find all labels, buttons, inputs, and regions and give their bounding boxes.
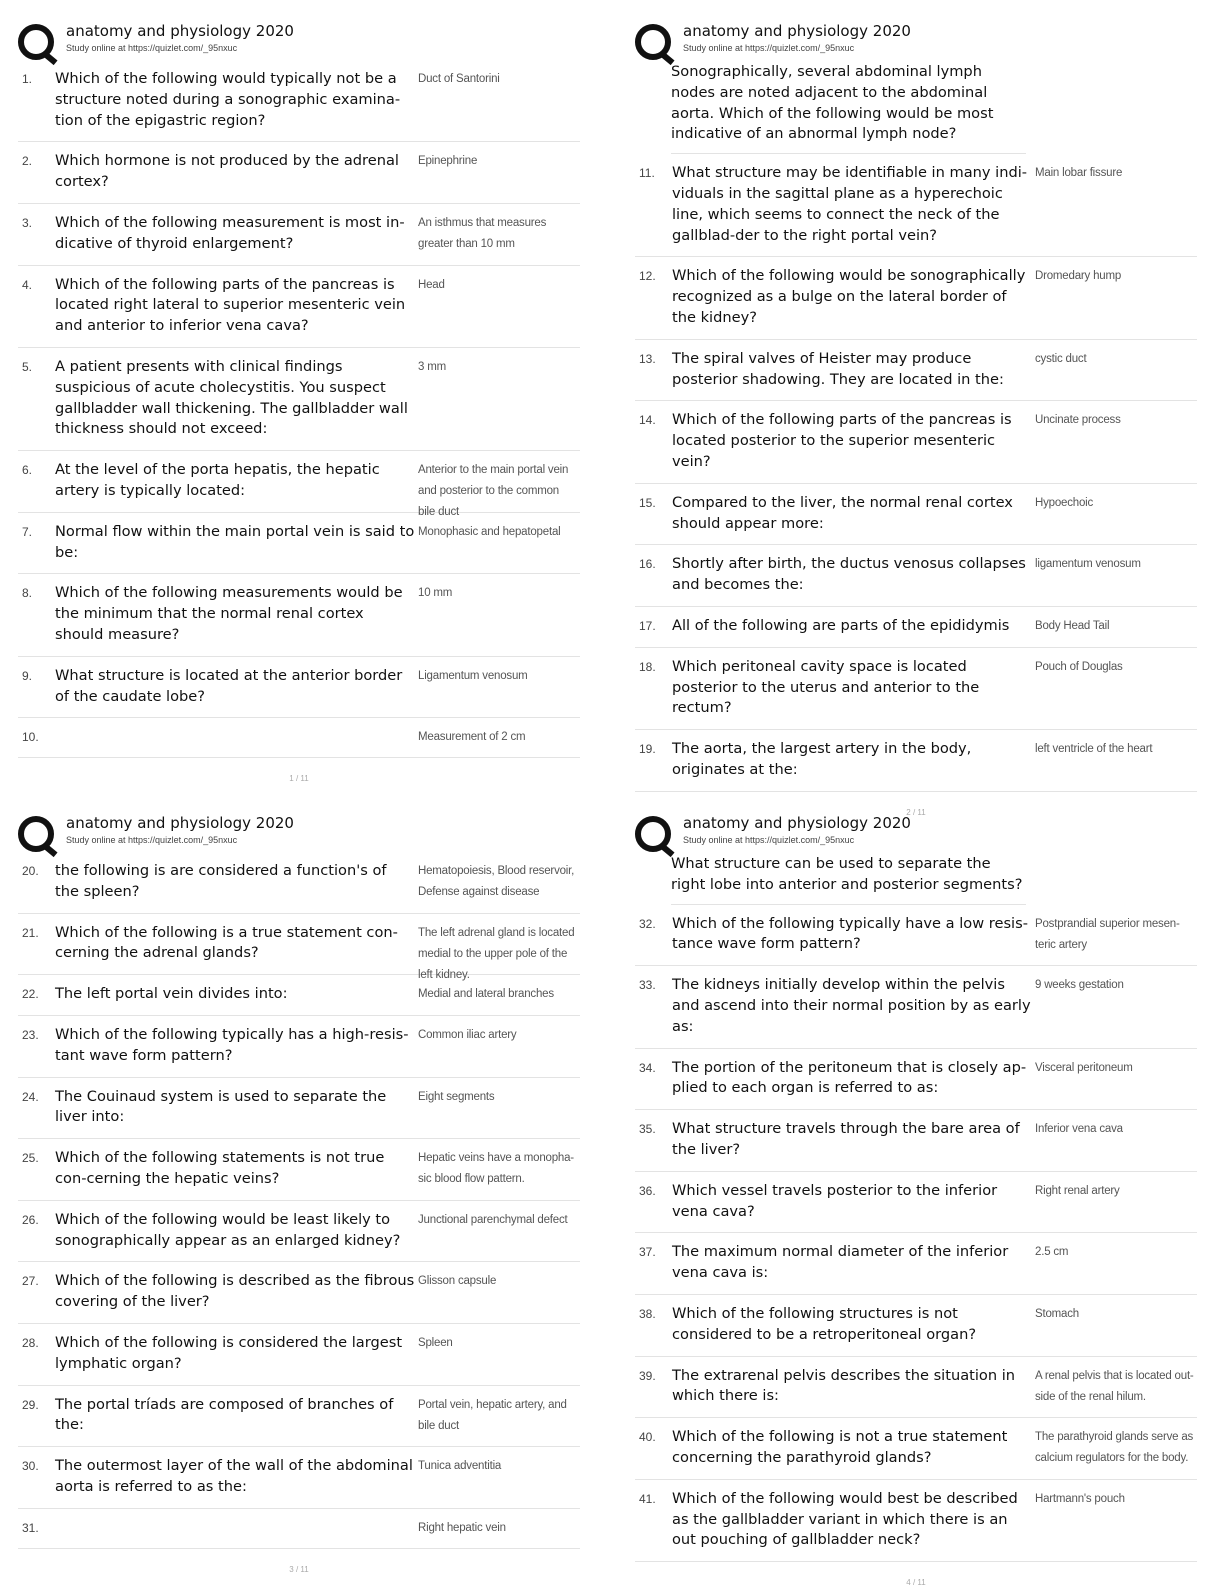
page-4	[635, 814, 1197, 1587]
card-question: Which of the following would best be described as the gallbladder variant in which there is an out pouching of gallbladder neck?	[672, 1489, 1018, 1549]
card-question: Which of the following would be sonographically recognized as a bulge on the lateral border of the kidney?	[672, 267, 1026, 326]
flashcard-row	[635, 257, 1197, 339]
card-number: 36.	[639, 1183, 656, 1198]
card-number: 31.	[22, 1520, 39, 1535]
card-number: 18.	[639, 659, 656, 674]
card-number: 41.	[639, 1491, 656, 1506]
card-answer: Uncinate process	[1035, 414, 1121, 427]
card-answer: The parathyroid glands serve as calcium regulators for the body.	[1035, 1431, 1194, 1465]
card-answer: Glisson capsule	[418, 1275, 497, 1288]
card-answer: Common iliac artery	[418, 1028, 517, 1041]
quizlet-logo-icon	[635, 816, 671, 852]
card-answer: Junctional parenchymal defect	[418, 1213, 568, 1226]
flashcard-row	[18, 60, 580, 142]
page-header	[18, 814, 580, 852]
card-number: 40.	[639, 1430, 656, 1445]
flashcard-row	[18, 513, 580, 575]
card-answer: cystic duct	[1035, 352, 1087, 365]
card-number: 22.	[22, 987, 39, 1002]
flashcard-row	[18, 852, 580, 914]
card-answer: 3 mm	[418, 360, 446, 373]
set-title: anatomy and physiology 2020	[683, 814, 911, 832]
card-question: Which of the following typically has a high-resis-tant wave form pattern?	[55, 1025, 409, 1064]
card-number: 7.	[22, 524, 33, 539]
card-answer: Dromedary hump	[1035, 270, 1122, 283]
flashcard-row	[18, 1078, 580, 1140]
card-question	[55, 727, 415, 747]
card-answer: Portal vein, hepatic artery, and bile duct	[418, 1398, 567, 1432]
card-answer: Hematopoiesis, Blood reservoir, Defense against disease	[418, 865, 575, 898]
flashcard-row	[635, 1110, 1197, 1172]
flashcard-row	[635, 730, 1197, 792]
page-header	[18, 22, 580, 60]
card-answer: Monophasic and hepatopetal	[418, 525, 561, 538]
card-number: 4.	[22, 277, 33, 292]
card-number: 27.	[22, 1274, 39, 1289]
card-answer: Postprandial superior mesen-teric artery	[1035, 917, 1180, 951]
card-answer: Pouch of Douglas	[1035, 660, 1123, 673]
card-answer: Duct of Santorini	[418, 73, 500, 85]
card-question: Which vessel travels posterior to the inferior vena cava?	[672, 1181, 998, 1220]
card-question: Which of the following is not a true statement concerning the parathyroid glands?	[672, 1428, 1008, 1466]
card-number: 15.	[639, 495, 656, 510]
card-question: Compared to the liver, the normal renal cortex should appear more:	[672, 493, 1013, 532]
page-3	[18, 814, 580, 1574]
card-answer: Spleen	[418, 1336, 453, 1349]
study-link[interactable]: Study online at https://quizlet.com/_95nxuc	[66, 835, 238, 845]
flashcard-row	[635, 484, 1197, 546]
card-question: Which of the following parts of the pancreas is located posterior to the superior mesenteric vein?	[672, 411, 1012, 470]
flashcard-row	[635, 1480, 1197, 1562]
page-number: 2 / 11	[906, 807, 926, 817]
continued-question: What structure can be used to separate the right lobe into anterior and posterior segments?	[671, 852, 1026, 905]
flashcard-row	[18, 1201, 580, 1263]
card-answer: A renal pelvis that is located out-side of the renal hilum.	[1035, 1369, 1194, 1403]
flashcard-row	[18, 142, 580, 204]
card-question: Normal flow within the main portal vein is said to be:	[55, 522, 415, 561]
card-answer: The left adrenal gland is located medial to the upper pole of the left kidney.	[418, 926, 575, 981]
set-title: anatomy and physiology 2020	[66, 22, 294, 40]
page-number: 1 / 11	[289, 774, 309, 784]
card-answer: Hartmann's pouch	[1035, 1492, 1125, 1505]
card-question: The left portal vein divides into:	[55, 985, 288, 1003]
card-question: What structure is located at the anterior border of the caudate lobe?	[55, 666, 403, 705]
flashcard-row	[635, 905, 1197, 967]
card-number: 1.	[22, 72, 33, 86]
flashcard-row	[18, 266, 580, 348]
flashcard-row	[18, 348, 580, 451]
card-question: Which of the following typically have a low resis-tance wave form pattern?	[672, 914, 1028, 953]
card-number: 32.	[639, 916, 656, 931]
card-answer: Hepatic veins have a monopha-sic blood flow pattern.	[418, 1152, 574, 1186]
page-header	[635, 814, 1197, 852]
card-question: Which of the following is a true statement con-cerning the adrenal glands?	[55, 923, 398, 962]
card-question: At the level of the porta hepatis, the hepatic artery is typically located:	[55, 461, 380, 499]
card-number: 10.	[22, 730, 39, 745]
card-number: 16.	[639, 557, 656, 572]
flashcard-row	[635, 966, 1197, 1048]
card-number: 11.	[639, 166, 655, 181]
card-number: 3.	[22, 215, 33, 230]
flashcard-row	[18, 1324, 580, 1386]
card-number: 28.	[22, 1335, 39, 1350]
card-question: the following is are considered a function's of the spleen?	[55, 862, 387, 900]
card-question	[55, 1518, 415, 1538]
card-answer: Eight segments	[418, 1090, 495, 1103]
card-question: What structure may be identifiable in many indi-viduals in the sagittal plane as a hyperechoic line, which seems to connect the neck of the gallblad-der to the right portal vein?	[672, 164, 1028, 244]
flashcard-row	[635, 1172, 1197, 1234]
card-number: 9.	[22, 668, 33, 683]
card-number: 13.	[639, 351, 656, 366]
card-question: The Couinaud system is used to separate the liver into:	[55, 1087, 387, 1126]
card-question: The aorta, the largest artery in the body, originates at the:	[672, 740, 972, 778]
flashcard-row	[635, 154, 1197, 257]
card-answer: Ligamentum venosum	[418, 669, 528, 682]
card-answer: left ventricle of the heart	[1035, 743, 1153, 756]
page-2	[635, 22, 1197, 817]
card-answer: Body Head Tail	[1035, 619, 1110, 632]
flashcard-row	[635, 1233, 1197, 1295]
card-answer: Measurement of 2 cm	[418, 731, 526, 744]
card-question: Which of the following would typically not be a structure noted during a sonographic examina-tion of the epigastric region?	[55, 70, 401, 129]
card-question: Which of the following measurements would be the minimum that the normal renal cortex should measure?	[55, 584, 403, 643]
card-number: 20.	[22, 864, 39, 878]
card-answer: Hypoechoic	[1035, 496, 1094, 509]
flashcard-row	[18, 718, 580, 758]
flashcard-row	[635, 607, 1197, 648]
card-answer: Inferior vena cava	[1035, 1123, 1123, 1136]
quizlet-logo-icon	[18, 24, 54, 60]
card-question: Which of the following parts of the pancreas is located right lateral to superior mesenteric vein and anterior to inferior vena cava?	[55, 275, 406, 335]
card-question: Which of the following is described as the fibrous covering of the liver?	[55, 1272, 415, 1311]
card-answer: 9 weeks gestation	[1035, 979, 1124, 992]
card-answer: An isthmus that measures greater than 10 mm	[418, 216, 547, 250]
flashcard-row	[635, 1418, 1197, 1480]
card-answer: 2.5 cm	[1035, 1246, 1069, 1259]
flashcard-row	[635, 1357, 1197, 1419]
flashcard-row	[18, 1386, 580, 1448]
card-answer: Visceral peritoneum	[1035, 1061, 1133, 1074]
card-question: Which of the following measurement is most in-dicative of thyroid enlargement?	[55, 213, 405, 252]
card-number: 21.	[22, 925, 39, 940]
page-number: 4 / 11	[906, 1578, 926, 1587]
card-question: Which of the following statements is not true con-cerning the hepatic veins?	[55, 1149, 385, 1187]
continued-question: Sonographically, several abdominal lymph nodes are noted adjacent to the abdominal aorta. Which of the following would be most indicative of an abnormal lymph node?	[671, 60, 1026, 154]
card-answer: Epinephrine	[418, 155, 478, 168]
card-answer: Head	[418, 278, 445, 291]
card-number: 6.	[22, 463, 33, 478]
card-answer: Stomach	[1035, 1307, 1079, 1320]
card-number: 2.	[22, 154, 33, 169]
card-number: 24.	[22, 1089, 39, 1104]
card-number: 19.	[639, 742, 656, 757]
page-1	[18, 22, 580, 783]
card-question: The portal tríads are composed of branches of the:	[55, 1395, 394, 1434]
flashcard-row	[635, 340, 1197, 402]
flashcard-row	[18, 574, 580, 656]
card-answer: Main lobar fissure	[1035, 167, 1123, 180]
card-number: 17.	[639, 618, 656, 633]
flashcard-row	[18, 1016, 580, 1078]
card-number: 23.	[22, 1027, 39, 1042]
card-answer: Medial and lateral branches	[418, 988, 554, 1001]
flashcard-row	[18, 1447, 580, 1509]
card-answer: Anterior to the main portal vein and posterior to the common bile duct	[418, 464, 569, 519]
card-question: The portion of the peritoneum that is closely ap-plied to each organ is referred to as:	[672, 1058, 1027, 1097]
card-question: All of the following are parts of the epididymis	[672, 616, 1010, 634]
card-question: Which peritoneal cavity space is located posterior to the uterus and anterior to the rectum?	[672, 657, 980, 717]
card-number: 37.	[639, 1245, 656, 1260]
flashcard-row	[18, 451, 580, 519]
card-question: Which of the following is considered the largest lymphatic organ?	[55, 1333, 403, 1372]
study-link[interactable]: Study online at https://quizlet.com/_95nxuc	[66, 43, 238, 53]
card-answer: Tunica adventitia	[418, 1460, 502, 1473]
card-question: The kidneys initially develop within the pelvis and ascend into their normal position by as early as:	[672, 976, 1031, 1035]
quizlet-logo-icon	[635, 24, 671, 60]
flashcard-row	[18, 204, 580, 266]
card-question: Which of the following would be least likely to sonographically appear as an enlarged kidney?	[55, 1210, 401, 1249]
flashcard-row	[18, 657, 580, 719]
card-number: 33.	[639, 978, 656, 993]
card-number: 38.	[639, 1306, 656, 1321]
card-question: The outermost layer of the wall of the abdominal aorta is referred to as the:	[55, 1457, 413, 1495]
card-answer: 10 mm	[418, 587, 453, 600]
flashcard-row	[18, 975, 580, 1016]
flashcard-row	[18, 1139, 580, 1201]
card-number: 14.	[639, 413, 656, 428]
card-answer: ligamentum venosum	[1035, 558, 1141, 571]
card-answer: Right hepatic vein	[418, 1521, 506, 1534]
page-number: 3 / 11	[289, 1564, 309, 1574]
card-question: The spiral valves of Heister may produce posterior shadowing. They are located in the:	[672, 349, 1004, 388]
card-number: 29.	[22, 1397, 39, 1412]
study-link[interactable]: Study online at https://quizlet.com/_95nxuc	[683, 43, 855, 53]
card-number: 26.	[22, 1212, 39, 1227]
set-title: anatomy and physiology 2020	[683, 22, 911, 40]
card-question: Which hormone is not produced by the adrenal cortex?	[55, 152, 399, 191]
flashcard-row	[635, 1049, 1197, 1111]
page-header	[635, 22, 1197, 60]
card-number: 34.	[639, 1060, 656, 1075]
card-number: 12.	[639, 269, 656, 284]
card-number: 8.	[22, 586, 33, 601]
study-link[interactable]: Study online at https://quizlet.com/_95nxuc	[683, 835, 855, 845]
card-question: A patient presents with clinical findings suspicious of acute cholecystitis. You suspect gallbladder wall thickening. The gallbladder wall thickness should not exceed:	[55, 357, 408, 438]
flashcard-row	[18, 1509, 580, 1549]
card-question: Which of the following structures is not considered to be a retroperitoneal organ?	[672, 1304, 977, 1343]
card-question: The maximum normal diameter of the inferior vena cava is:	[672, 1243, 1009, 1282]
quizlet-logo-icon	[18, 816, 54, 852]
card-question: What structure travels through the bare area of the liver?	[672, 1120, 1020, 1158]
card-number: 5.	[22, 359, 33, 374]
card-answer: Right renal artery	[1035, 1184, 1120, 1197]
set-title: anatomy and physiology 2020	[66, 814, 294, 832]
flashcard-row	[635, 648, 1197, 730]
flashcard-row	[635, 545, 1197, 607]
card-number: 30.	[22, 1459, 39, 1474]
flashcard-row	[18, 1262, 580, 1324]
flashcard-row	[18, 914, 580, 981]
card-number: 39.	[639, 1368, 656, 1383]
card-question: Shortly after birth, the ductus venosus collapses and becomes the:	[672, 555, 1026, 594]
card-number: 35.	[639, 1122, 656, 1137]
flashcard-row	[635, 1295, 1197, 1357]
card-question: The extrarenal pelvis describes the situation in which there is:	[672, 1366, 1016, 1405]
flashcard-row	[635, 401, 1197, 483]
card-number: 25.	[22, 1151, 39, 1166]
